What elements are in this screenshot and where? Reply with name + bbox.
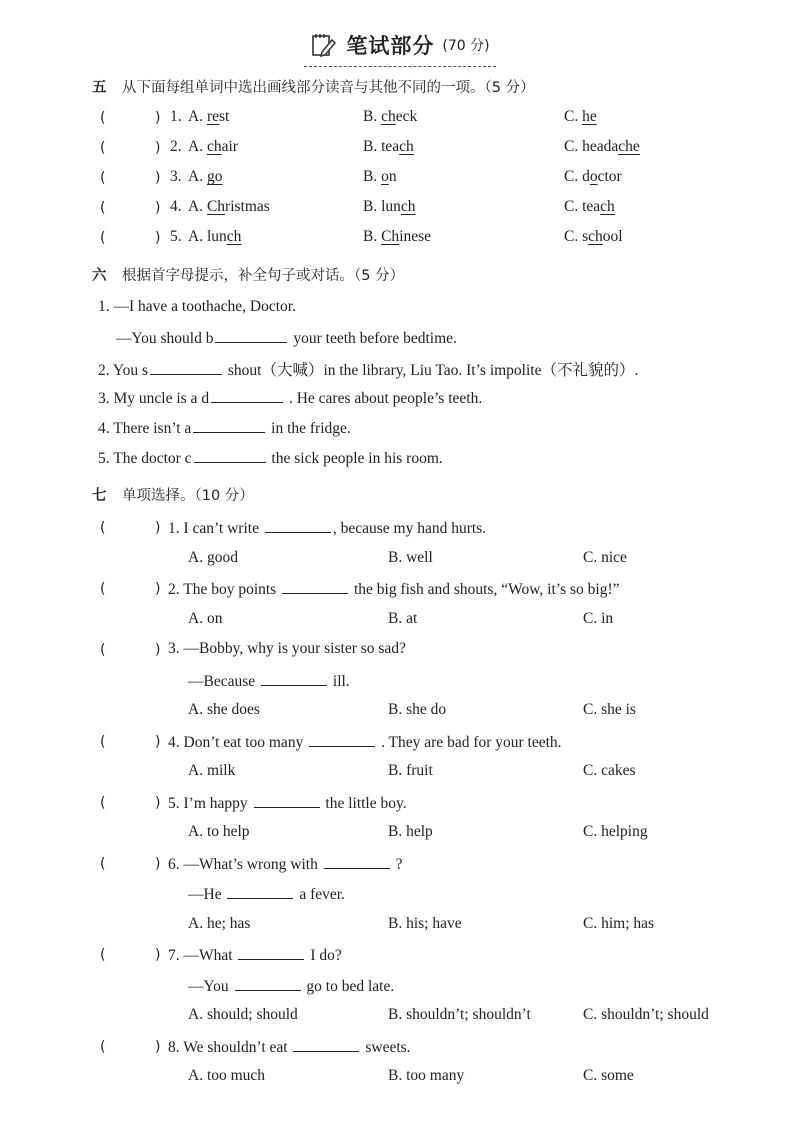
option-a: A. to help [188, 823, 250, 840]
options-row [0, 1067, 800, 1093]
underlined-letters: ch [399, 138, 414, 155]
option-text: n [388, 168, 397, 185]
answer-blank[interactable] [265, 518, 331, 533]
options-row [0, 610, 800, 636]
question-text [168, 854, 402, 874]
underlined-letters: Ch [206, 198, 226, 215]
option-text: ristmas [225, 198, 270, 215]
question-row [0, 1037, 800, 1063]
sentence-text: —Because [188, 672, 260, 690]
question-continuation [0, 884, 800, 910]
option-b [363, 198, 416, 216]
underlined-letters: ch [206, 138, 222, 155]
section-number: 六 [92, 268, 107, 284]
option-text: C. heada [564, 138, 619, 155]
sentence-text: go to bed late. [302, 977, 395, 995]
answer-blank[interactable] [227, 884, 293, 899]
sentence [98, 298, 296, 316]
answer-paren-open: ( [100, 200, 106, 216]
underlined-letters: ch [600, 198, 615, 215]
answer-paren-close: ) [155, 581, 161, 597]
option-text: eck [395, 108, 418, 125]
question-text [188, 884, 345, 904]
sentence-text: —He [188, 886, 226, 903]
question-row [0, 793, 800, 819]
fill-in-line [0, 418, 800, 444]
answer-paren-close: ) [155, 200, 161, 216]
sentence-text: ill. [329, 672, 350, 690]
options-row [0, 762, 800, 788]
question-text [168, 945, 342, 965]
answer-slot[interactable] [112, 168, 152, 190]
section-instruction: 从下面每组单词中选出画线部分读音与其他不同的一项。（5 分） [122, 80, 535, 96]
question-text [188, 671, 350, 691]
sentence-text: 2. You s [98, 362, 148, 379]
underlined-letters: go [206, 168, 223, 185]
option-a: A. she does [188, 701, 260, 718]
answer-paren-open: ( [100, 1038, 106, 1055]
answer-slot[interactable] [112, 228, 152, 250]
fill-in-line [0, 298, 800, 324]
answer-blank[interactable] [193, 418, 265, 433]
underlined-letters: ch [400, 198, 416, 215]
header-title-box [304, 30, 495, 67]
sentence-text: 5. I’m happy [168, 794, 252, 812]
option-text: ool [602, 228, 623, 245]
question-text [168, 732, 562, 752]
answer-blank[interactable] [293, 1037, 359, 1052]
option-c [564, 198, 615, 216]
underlined-letters: che [618, 138, 640, 155]
option-c [564, 228, 623, 246]
option-text: st [219, 108, 230, 125]
option-b: B. at [388, 609, 418, 627]
sentence-text: , because my hand hurts. [332, 520, 487, 537]
answer-slot[interactable] [112, 198, 152, 220]
sentence [98, 448, 443, 468]
question-continuation [0, 976, 800, 1002]
question-text [188, 976, 394, 996]
question-row [0, 168, 800, 194]
sentence-text: —You [188, 977, 233, 995]
option-a [188, 168, 222, 186]
option-c [564, 168, 622, 186]
underlined-letters: ch [381, 108, 396, 125]
underlined-letters: ch [588, 228, 603, 245]
option-c: C. cakes [583, 762, 636, 779]
answer-paren-close: ) [155, 140, 161, 156]
option-text: A. [188, 138, 207, 155]
answer-paren-open: ( [100, 642, 106, 658]
sentence-text: 4. Don’t eat too many [168, 733, 308, 751]
option-c: C. him; has [583, 914, 655, 932]
option-b: B. shouldn’t; shouldn’t [388, 1006, 531, 1023]
section-number: 五 [92, 80, 107, 96]
answer-slot[interactable] [112, 108, 152, 130]
option-b [363, 168, 397, 186]
answer-paren-open: ( [100, 230, 106, 246]
answer-paren-close: ) [155, 230, 161, 246]
underlined-letters: o [589, 168, 598, 185]
sentence-text: . He cares about people’s teeth. [285, 390, 483, 407]
option-text: air [221, 138, 238, 155]
answer-blank[interactable] [215, 328, 287, 343]
question-row [0, 198, 800, 224]
option-text: A. [188, 198, 207, 215]
option-a: A. on [188, 609, 223, 627]
sentence-text: . They are bad for your teeth. [377, 733, 562, 751]
answer-paren-open: ( [100, 140, 106, 156]
underlined-letters: re [206, 108, 219, 125]
option-text: A. lun [188, 228, 227, 245]
answer-paren-close: ) [155, 520, 161, 536]
question-text [168, 1037, 411, 1057]
answer-slot[interactable] [112, 579, 152, 601]
option-text: B. [363, 168, 382, 185]
option-b: B. she do [388, 701, 447, 718]
fill-in-line [0, 328, 800, 354]
option-a [188, 228, 241, 246]
question-row [0, 945, 800, 971]
answer-paren-close: ) [155, 733, 161, 750]
answer-paren-open: ( [100, 110, 106, 126]
fill-in-line [0, 448, 800, 474]
question-number: 2. [170, 138, 182, 155]
sentence-text: 4. There isn’t a [98, 420, 192, 437]
sentence-text: 6. —What’s wrong with [168, 855, 322, 873]
sentence-text: I do? [306, 947, 342, 964]
question-number: 3. [170, 168, 182, 185]
answer-slot[interactable] [112, 945, 152, 967]
answer-paren-open: ( [100, 581, 106, 597]
option-c [564, 108, 597, 126]
underlined-letters: o [381, 168, 389, 185]
option-c [564, 138, 640, 156]
answer-slot[interactable] [112, 732, 152, 754]
option-text: A. [188, 168, 207, 185]
option-a: A. milk [188, 762, 236, 779]
page-title: 笔试部分 [346, 34, 435, 58]
notepad-pen-icon [310, 32, 336, 58]
sentence-text: 3. My uncle is a d [98, 390, 210, 407]
answer-paren-open: ( [100, 794, 106, 811]
answer-blank[interactable] [150, 360, 222, 375]
option-c: C. some [583, 1067, 634, 1084]
sentence-text: —You should b [116, 330, 214, 347]
sentence [98, 418, 351, 438]
answer-paren-close: ) [155, 1038, 161, 1055]
sentence [116, 328, 457, 348]
answer-blank[interactable] [309, 732, 375, 747]
question-continuation [0, 671, 800, 697]
sentence-text: 1. —I have a toothache, Doctor. [98, 298, 296, 315]
question-row [0, 640, 800, 666]
page-score: (70 分) [442, 38, 490, 54]
answer-paren-close: ) [155, 947, 161, 963]
answer-paren-close: ) [155, 110, 161, 126]
question-row [0, 579, 800, 605]
sentence-text: sweets. [361, 1038, 411, 1056]
question-row [0, 108, 800, 134]
answer-paren-open: ( [100, 855, 106, 872]
answer-slot[interactable] [112, 138, 152, 160]
option-b [363, 228, 431, 246]
question-number: 5. [170, 228, 182, 245]
section-5-heading [92, 76, 535, 97]
option-text: C. s [564, 228, 589, 245]
option-a: A. he; has [188, 914, 251, 932]
sentence-text: the big fish and shouts, “Wow, it’s so big!” [350, 581, 620, 598]
sentence-text: 3. —Bobby, why is your sister so sad? [168, 640, 406, 657]
option-a [188, 138, 238, 156]
section-6-heading [92, 264, 404, 285]
option-b: B. help [388, 823, 433, 840]
answer-slot[interactable] [112, 1037, 152, 1059]
page-header [0, 30, 800, 67]
options-row [0, 823, 800, 849]
sentence-text: your teeth before bedtime. [289, 330, 457, 347]
sentence-text: 8. We shouldn’t eat [168, 1038, 292, 1056]
option-b: B. too many [388, 1067, 465, 1084]
sentence-text: the sick people in his room. [267, 450, 443, 467]
option-b: B. fruit [388, 762, 433, 779]
fill-in-line [0, 358, 800, 384]
option-text: ctor [597, 168, 622, 185]
answer-slot[interactable] [112, 518, 152, 540]
question-number: 4. [170, 198, 182, 215]
option-a: A. good [188, 548, 238, 566]
question-text [168, 793, 407, 813]
option-text: A. [188, 108, 207, 125]
question-text [168, 579, 620, 599]
sentence-text: 1. I can’t write [168, 520, 263, 537]
sentence-text: shout（大喊）in the library, Liu Tao. It’s impolite（不礼貌的）. [223, 362, 639, 379]
underlined-letters: ch [226, 228, 242, 245]
question-text [168, 518, 486, 538]
option-b [363, 138, 414, 156]
fill-in-line [0, 388, 800, 414]
answer-paren-open: ( [100, 733, 106, 750]
question-number: 1. [170, 108, 182, 125]
option-text: B. [363, 108, 382, 125]
section-number: 七 [92, 488, 107, 504]
options-row [0, 1006, 800, 1032]
sentence [98, 358, 638, 380]
options-row [0, 549, 800, 575]
option-c: C. in [583, 609, 614, 627]
answer-blank[interactable] [235, 976, 301, 991]
sentence-text: 2. The boy points [168, 581, 281, 598]
question-row [0, 732, 800, 758]
option-a [188, 108, 229, 126]
answer-blank[interactable] [238, 945, 304, 960]
option-text: B. lun [363, 198, 401, 215]
answer-blank[interactable] [194, 448, 266, 463]
answer-paren-open: ( [100, 170, 106, 186]
sentence [98, 388, 482, 408]
question-row [0, 854, 800, 880]
option-b: B. his; have [388, 914, 462, 932]
option-b: B. well [388, 548, 433, 566]
question-row [0, 228, 800, 254]
section-instruction: 根据首字母提示，补全句子或对话。（5 分） [122, 268, 405, 284]
answer-paren-open: ( [100, 520, 106, 536]
answer-slot[interactable] [112, 793, 152, 815]
option-text: C. d [564, 168, 590, 185]
section-7-heading [92, 484, 254, 505]
sentence-text: ? [391, 855, 403, 873]
answer-paren-close: ) [155, 794, 161, 811]
option-c: C. shouldn’t; should [583, 1006, 709, 1023]
option-a [188, 198, 270, 216]
sentence-text: in the fridge. [267, 420, 351, 437]
answer-paren-close: ) [155, 855, 161, 872]
option-text: C. [564, 108, 583, 125]
answer-slot[interactable] [112, 854, 152, 876]
option-text: inese [399, 228, 432, 245]
sentence-text: a fever. [295, 886, 345, 903]
answer-slot[interactable] [112, 640, 152, 662]
question-row [0, 138, 800, 164]
sentence-text: 5. The doctor c [98, 450, 192, 467]
answer-blank[interactable] [254, 793, 320, 808]
option-text: B. tea [363, 138, 400, 155]
option-a: A. too much [188, 1067, 266, 1084]
answer-paren-open: ( [100, 947, 106, 963]
options-row [0, 915, 800, 941]
answer-blank[interactable] [261, 671, 327, 686]
option-b [363, 108, 417, 126]
answer-paren-close: ) [155, 170, 161, 186]
underlined-letters: he [582, 108, 597, 125]
sentence-text: the little boy. [321, 794, 407, 812]
option-a: A. should; should [188, 1006, 298, 1023]
option-text: B. [363, 228, 382, 245]
answer-blank[interactable] [324, 854, 390, 869]
question-text [168, 640, 406, 658]
underlined-letters: Ch [381, 228, 400, 245]
answer-paren-close: ) [155, 642, 161, 658]
answer-blank[interactable] [211, 388, 283, 403]
options-row [0, 701, 800, 727]
question-row [0, 518, 800, 544]
answer-blank[interactable] [282, 579, 348, 594]
option-c: C. nice [583, 548, 627, 566]
sentence-text: 7. —What [168, 947, 237, 964]
option-text: C. tea [564, 198, 601, 215]
option-c: C. helping [583, 823, 648, 840]
option-c: C. she is [583, 701, 636, 718]
section-instruction: 单项选择。（10 分） [122, 488, 254, 504]
